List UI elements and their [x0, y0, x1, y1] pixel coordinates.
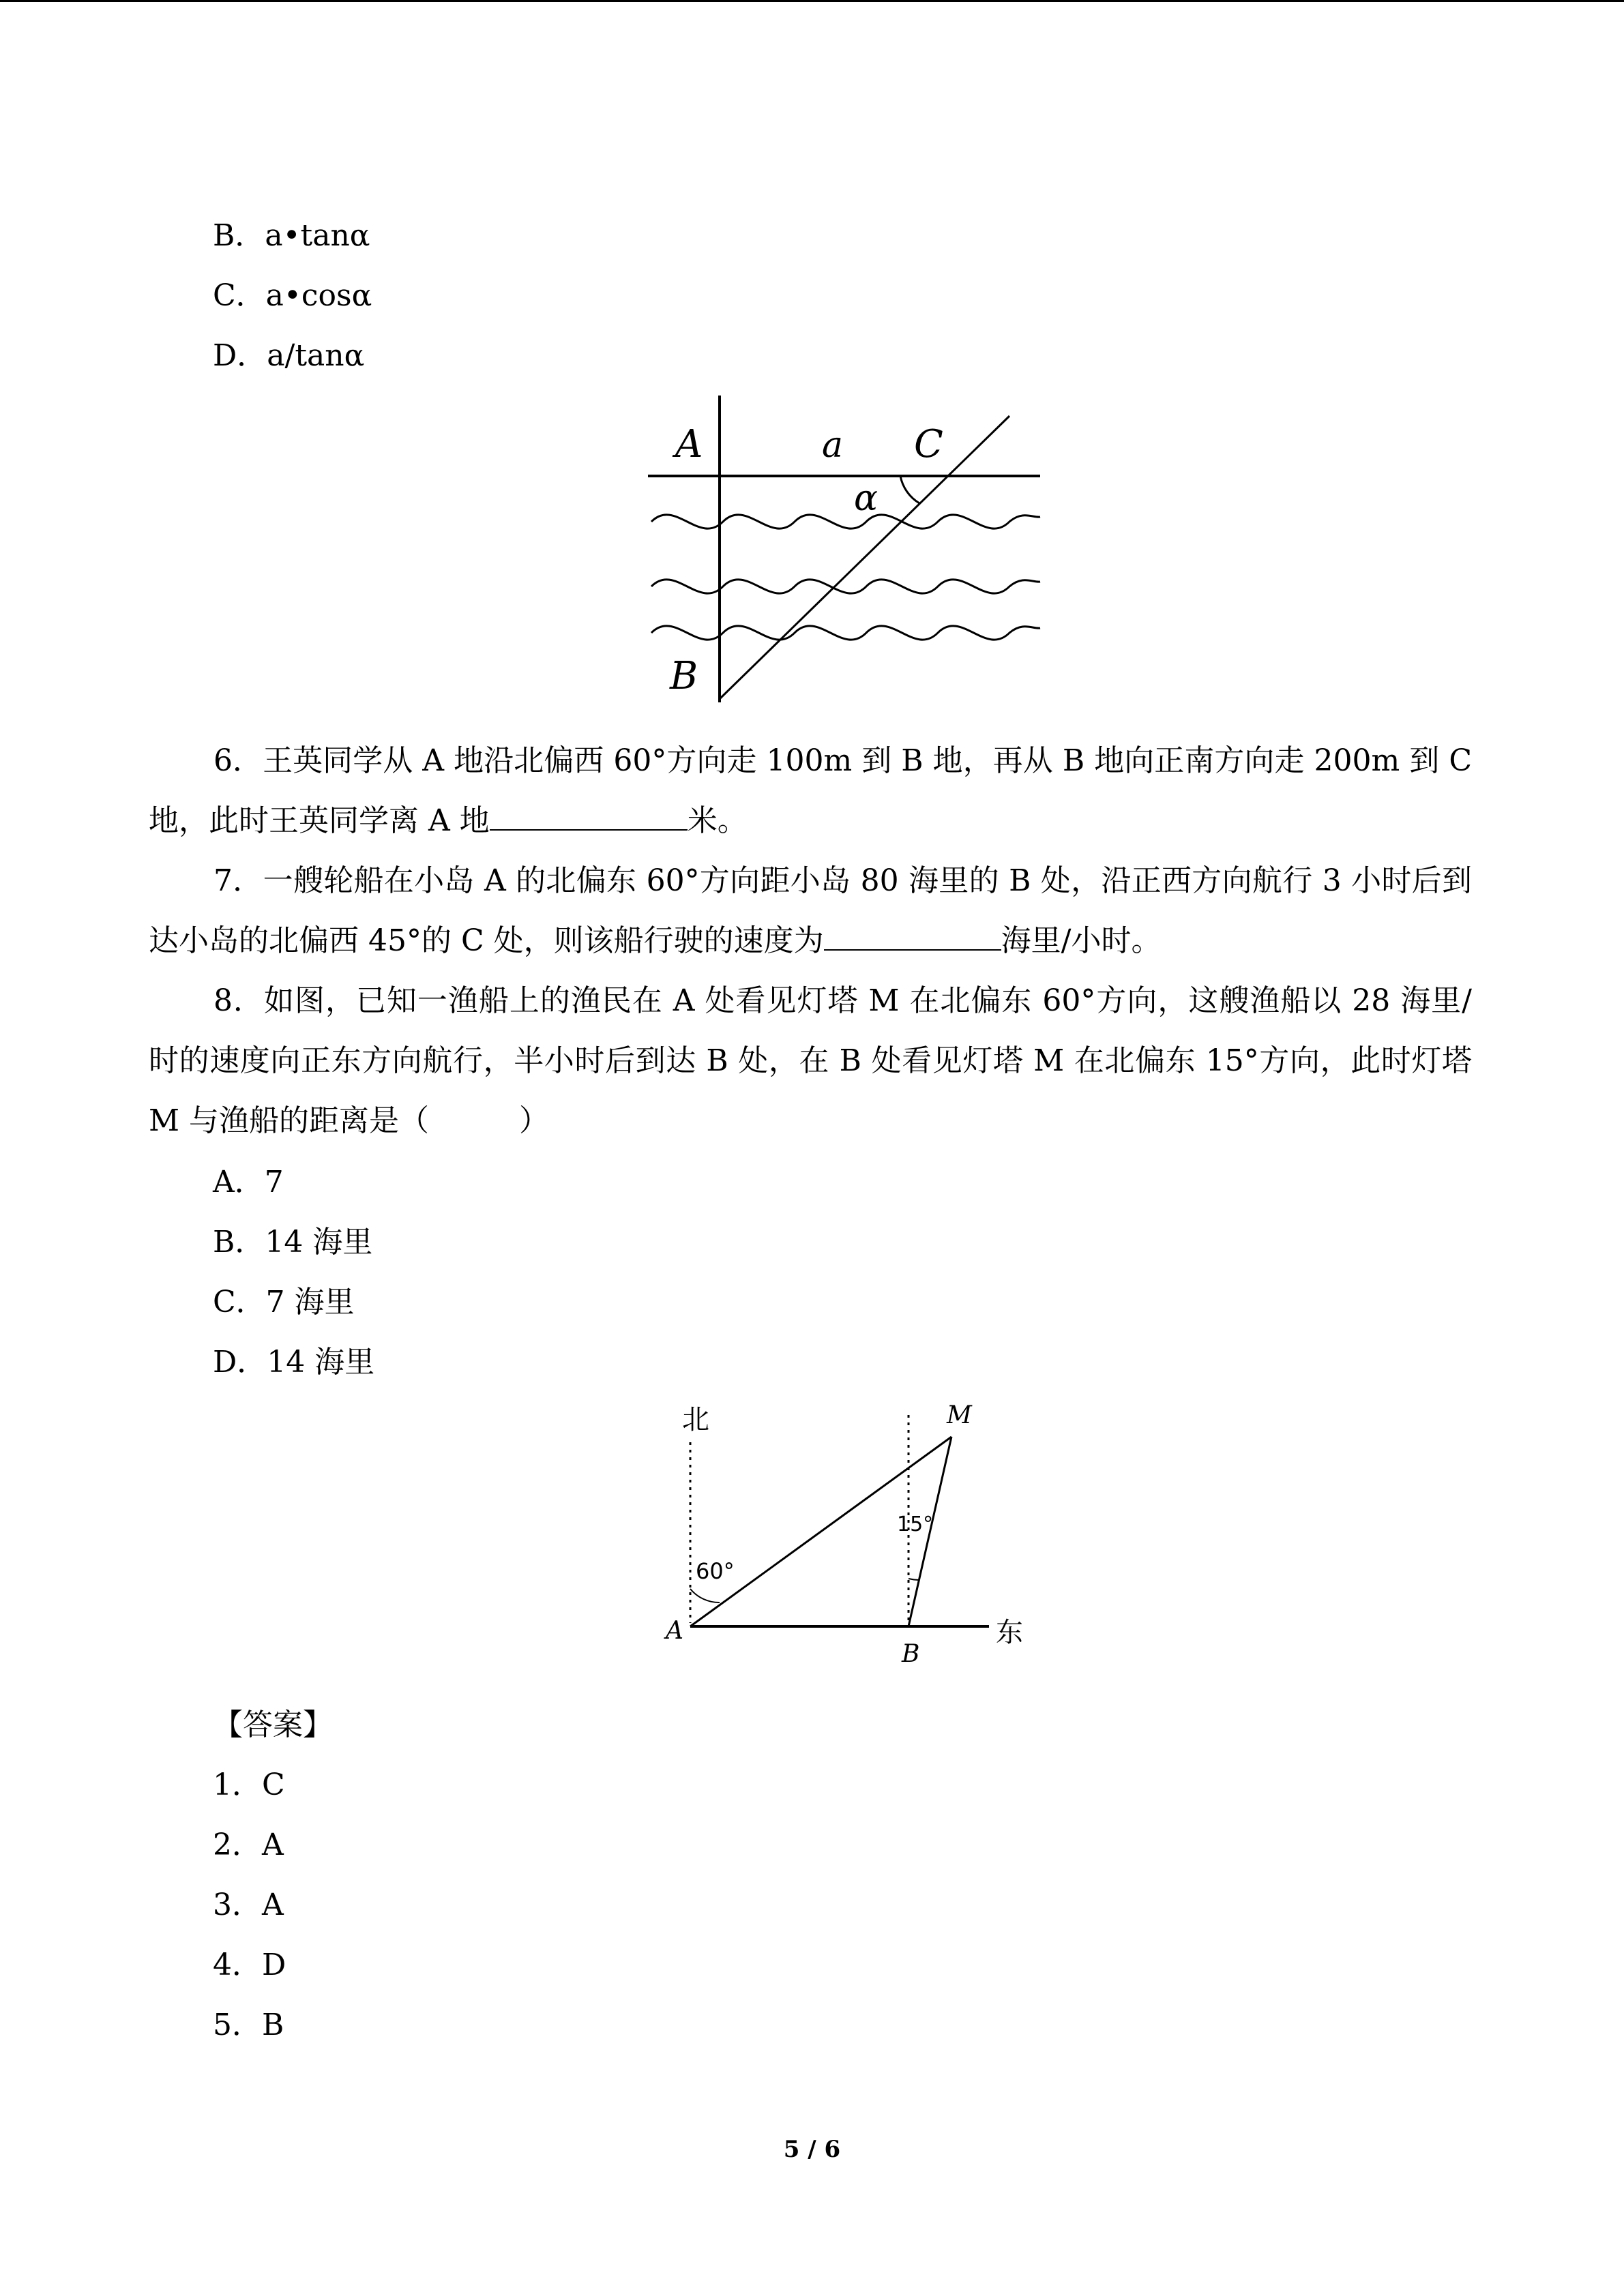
label-a-point: A — [675, 422, 703, 466]
option-b: B．a•tanα — [213, 218, 370, 253]
angle-60: 60° — [696, 1558, 735, 1584]
label-m: M — [947, 1401, 972, 1429]
north-label: 北 — [682, 1404, 709, 1435]
q8-option-a: A．7 — [213, 1165, 284, 1199]
label-a: A — [666, 1617, 683, 1645]
label-c: C — [914, 422, 943, 466]
q8-option-c: C．7 海里 — [213, 1285, 355, 1320]
page-number: 5 / 6 — [783, 2136, 841, 2163]
top-border — [0, 0, 1624, 2]
answer-5: 5．B — [213, 2008, 284, 2042]
angle-15: 15° — [897, 1512, 934, 1536]
option-d: D．a/tanα — [213, 338, 365, 373]
label-b: B — [902, 1640, 920, 1668]
answer-3: 3．A — [213, 1888, 284, 1922]
label-b: B — [670, 654, 698, 698]
answer-2: 2．A — [213, 1828, 284, 1862]
lighthouse-figure — [655, 1395, 1037, 1688]
east-label: 东 — [996, 1617, 1023, 1648]
answer-blank-7[interactable] — [824, 919, 1001, 951]
answer-blank-6[interactable] — [490, 799, 688, 831]
river-figure — [634, 389, 1057, 709]
answer-4: 4．D — [213, 1948, 286, 1982]
option-c: C．a•cosα — [213, 278, 372, 313]
label-a-side: a — [822, 425, 844, 466]
q8-option-b: B．14 海里 — [213, 1225, 373, 1259]
question-7: 7．一艘轮船在小岛 A 的北偏东 60°方向距小岛 80 海里的 B 处，沿正西方向航行 3 小时后到达小岛的北偏西 45°的 C 处，则该船行驶的速度为 海里/小时。 — [149, 863, 1472, 958]
question-6: 6．王英同学从 A 地沿北偏西 60°方向走 100m 到 B 地，再从 B 地向正南方向走 200m 到 C 地，此时王英同学离 A 地 米。 — [149, 743, 1472, 838]
label-alpha: α — [854, 478, 879, 519]
question-8: 8．如图，已知一渔船上的渔民在 A 处看见灯塔 M 在北偏东 60°方向，这艘渔船以 28 海里/时的速度向正东方向航行，半小时后到达 B 处，在 B 处看见灯塔 M 在北偏东 15°方向，此时灯塔 M 与渔船的距离是（ ） — [149, 983, 1472, 1138]
answers-heading: 【答案】 — [213, 1708, 333, 1742]
q8-option-d: D．14 海里 — [213, 1345, 375, 1380]
answer-1: 1．C — [213, 1768, 285, 1802]
